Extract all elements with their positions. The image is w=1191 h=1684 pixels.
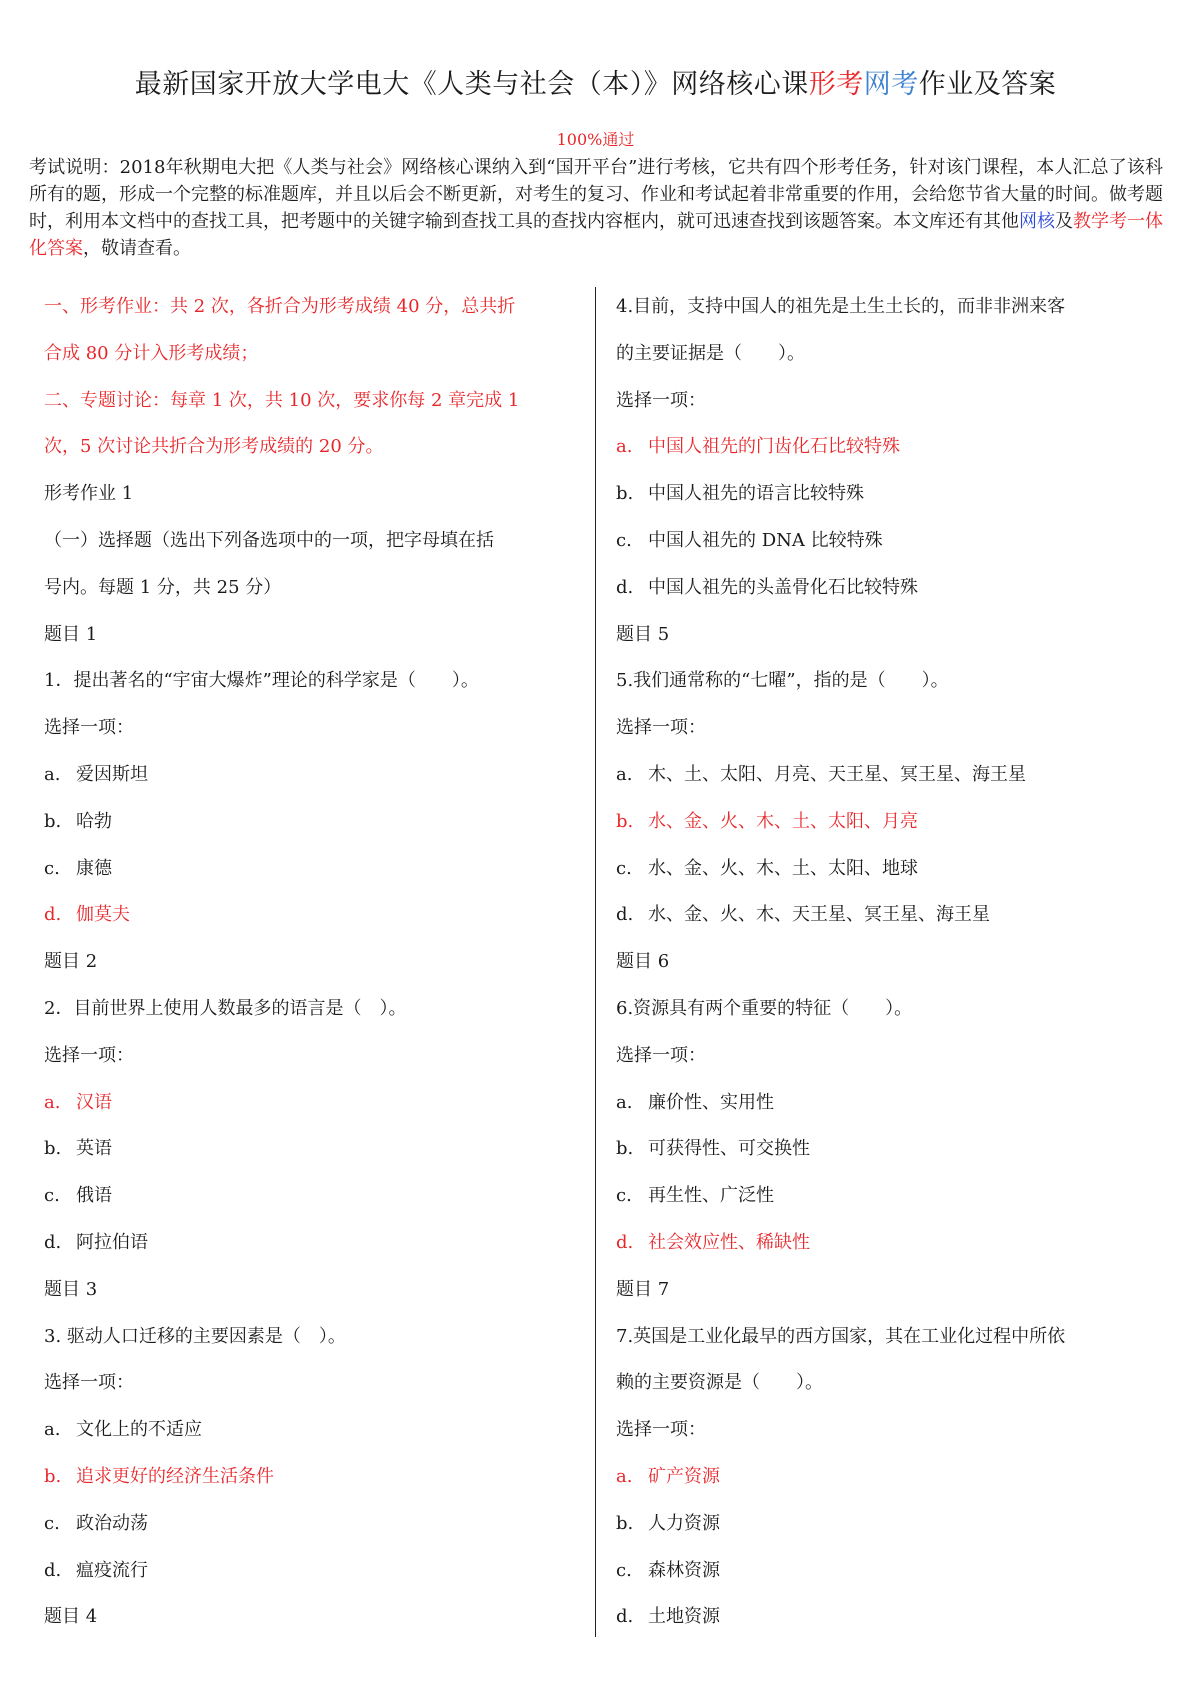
column-divider	[595, 287, 596, 1637]
question-5-prompt: 选择一项：	[616, 717, 706, 739]
option-text: 追求更好的经济生活条件	[76, 1465, 274, 1487]
option-text: 爱因斯坦	[76, 763, 148, 785]
option-text: 文化上的不适应	[76, 1419, 202, 1441]
option-letter: b.	[44, 810, 62, 832]
q1-option-d-answer[interactable]	[44, 892, 579, 939]
option-text: 中国人祖先的头盖骨化石比较特殊	[648, 576, 918, 598]
question-2-label: 题目 2	[44, 951, 98, 973]
q5-option-b-answer[interactable]	[616, 799, 1156, 846]
q3-option-c[interactable]	[44, 1501, 579, 1548]
document-title	[0, 62, 1191, 101]
q6-option-c[interactable]	[616, 1173, 1156, 1220]
intro-text: 考试说明：2018年秋期电大把《人类与社会》网络核心课纳入到“国开平台”进行考核，它共有四个形考任务，针对该门课程，本人汇总了该科所有的题，形成一个完整的标准题库，并且以后会不断更新，对考生的复习、作业和考试起着非常重要的作用，会给您节省大量的时间。做考题时，利用本文档中的查找工具，把考题中的关键字输到查找工具的查找内容框内，就可迅速查找到该题答案。本文库还有其他	[29, 157, 1163, 232]
question-5-label: 题目 5	[616, 623, 670, 645]
option-text: 英语	[76, 1138, 112, 1160]
q7-option-b[interactable]	[616, 1501, 1156, 1548]
option-text: 瘟疫流行	[76, 1559, 148, 1581]
option-letter: c.	[616, 857, 632, 879]
q2-option-b[interactable]	[44, 1126, 579, 1173]
left-column	[44, 284, 579, 1641]
q6-option-a[interactable]	[616, 1080, 1156, 1127]
q2-option-c[interactable]	[44, 1173, 579, 1220]
question-1-prompt: 选择一项：	[44, 717, 134, 739]
question-4-prompt: 选择一项：	[616, 389, 706, 411]
option-text: 社会效应性、稀缺性	[648, 1231, 810, 1253]
option-text: 水、金、火、木、土、太阳、月亮	[648, 810, 918, 832]
option-letter: d.	[616, 1231, 634, 1253]
option-text: 中国人祖先的门齿化石比较特殊	[648, 436, 900, 458]
option-letter: a.	[616, 1465, 633, 1487]
option-letter: d.	[44, 1559, 62, 1581]
option-letter: d.	[44, 1231, 62, 1253]
option-text: 木、土、太阳、月亮、天王星、冥王星、海王星	[648, 763, 1026, 785]
q3-option-d[interactable]	[44, 1548, 579, 1595]
pass-rate-subtitle: 100%通过	[556, 130, 635, 149]
q5-option-c[interactable]	[616, 846, 1156, 893]
question-1-label: 题目 1	[44, 623, 98, 645]
grading-note-1b: 合成 80 分计入形考成绩；	[44, 342, 259, 364]
instructions-b: 号内。每题 1 分，共 25 分）	[44, 576, 282, 598]
option-letter: a.	[44, 1091, 61, 1113]
option-text: 可获得性、可交换性	[648, 1138, 810, 1160]
option-text: 矿产资源	[648, 1465, 720, 1487]
q7-option-d[interactable]	[616, 1594, 1156, 1641]
question-4-text-b: 的主要证据是（ ）。	[616, 342, 805, 364]
option-letter: b.	[616, 810, 634, 832]
option-letter: b.	[616, 1138, 634, 1160]
q4-option-c[interactable]	[616, 518, 1156, 565]
exam-instructions	[29, 154, 1163, 262]
question-3-text: 3. 驱动人口迁移的主要因素是（ ）。	[44, 1325, 346, 1347]
grading-note-2b: 次，5 次讨论共折合为形考成绩的 20 分。	[44, 436, 384, 458]
question-6-text: 6.资源具有两个重要的特征（ ）。	[616, 997, 913, 1019]
option-letter: c.	[44, 857, 60, 879]
q5-option-a[interactable]	[616, 752, 1156, 799]
title-tail: 作业及答案	[918, 69, 1057, 100]
option-letter: c.	[44, 1512, 60, 1534]
q6-option-d-answer[interactable]	[616, 1220, 1156, 1267]
option-text: 再生性、广泛性	[648, 1185, 774, 1207]
option-text: 俄语	[76, 1185, 112, 1207]
intro-closing: ，敬请查看。	[83, 238, 191, 259]
question-3-prompt: 选择一项：	[44, 1372, 134, 1394]
option-text: 政治动荡	[76, 1512, 148, 1534]
q7-option-a-answer[interactable]	[616, 1454, 1156, 1501]
q2-option-d[interactable]	[44, 1220, 579, 1267]
option-text: 汉语	[76, 1091, 112, 1113]
option-letter: c.	[616, 1185, 632, 1207]
question-6-label: 题目 6	[616, 951, 670, 973]
question-3-label: 题目 3	[44, 1278, 98, 1300]
option-letter: c.	[616, 529, 632, 551]
option-letter: d.	[44, 904, 62, 926]
option-letter: a.	[616, 436, 633, 458]
question-5-text: 5.我们通常称的“七曜”，指的是（ ）。	[616, 670, 949, 692]
question-2-prompt: 选择一项：	[44, 1044, 134, 1066]
q5-option-d[interactable]	[616, 892, 1156, 939]
question-7-label: 题目 7	[616, 1278, 670, 1300]
option-text: 伽莫夫	[76, 904, 130, 926]
q3-option-b-answer[interactable]	[44, 1454, 579, 1501]
option-letter: b.	[616, 483, 634, 505]
link-teaching-answers[interactable]: 教学考一体化答案	[29, 211, 1163, 259]
option-text: 水、金、火、木、土、太阳、地球	[648, 857, 918, 879]
option-letter: a.	[44, 1419, 61, 1441]
q1-option-a[interactable]	[44, 752, 579, 799]
option-letter: c.	[616, 1559, 632, 1581]
question-4-text-a: 4.目前，支持中国人的祖先是土生土长的，而非非洲来客	[616, 296, 1066, 317]
question-1-text: 1．提出著名的“宇宙大爆炸”理论的科学家是（ ）。	[44, 670, 479, 692]
question-7-text-a: 7.英国是工业化最早的西方国家，其在工业化过程中所依	[616, 1325, 1066, 1347]
q6-option-b[interactable]	[616, 1126, 1156, 1173]
q4-option-d[interactable]	[616, 565, 1156, 612]
title-highlight-xingkao: 形考	[808, 69, 864, 100]
option-letter: b.	[44, 1138, 62, 1160]
option-letter: c.	[44, 1185, 60, 1207]
grading-note-2a: 二、专题讨论：每章 1 次，共 10 次，要求你每 2 章完成 1	[44, 389, 520, 411]
option-text: 中国人祖先的 DNA 比较特殊	[648, 529, 883, 551]
q3-option-a[interactable]	[44, 1407, 579, 1454]
q1-option-c[interactable]	[44, 846, 579, 893]
question-7-text-b: 赖的主要资源是（ ）。	[616, 1372, 823, 1394]
option-text: 廉价性、实用性	[648, 1091, 774, 1113]
title-main: 最新国家开放大学电大《人类与社会（本）》网络核心课	[134, 69, 809, 100]
option-text: 人力资源	[648, 1512, 720, 1534]
option-letter: d.	[616, 576, 634, 598]
link-wanghe[interactable]: 网核	[1019, 211, 1055, 232]
option-text: 哈勃	[76, 810, 112, 832]
q7-option-c[interactable]	[616, 1548, 1156, 1595]
option-text: 阿拉伯语	[76, 1231, 148, 1253]
option-letter: a.	[616, 763, 633, 785]
option-text: 森林资源	[648, 1559, 720, 1581]
question-6-prompt: 选择一项：	[616, 1044, 706, 1066]
option-letter: d.	[616, 1606, 634, 1628]
option-letter: b.	[44, 1465, 62, 1487]
question-2-text: 2．目前世界上使用人数最多的语言是（ ）。	[44, 997, 407, 1019]
title-highlight-wangkao: 网考	[863, 69, 919, 100]
grading-note-1a: 一、形考作业：共 2 次，各折合为形考成绩 40 分，总共折	[44, 296, 516, 317]
q2-option-a-answer[interactable]	[44, 1080, 579, 1127]
section-heading: 形考作业 1	[44, 483, 134, 505]
q4-option-b[interactable]	[616, 471, 1156, 518]
right-column	[616, 284, 1156, 1641]
option-letter: b.	[616, 1512, 634, 1534]
option-letter: a.	[44, 763, 61, 785]
option-text: 水、金、火、木、天王星、冥王星、海王星	[648, 904, 990, 926]
question-7-prompt: 选择一项：	[616, 1419, 706, 1441]
option-text: 康德	[76, 857, 112, 879]
intro-connector: 及	[1055, 211, 1073, 232]
q4-option-a-answer[interactable]	[616, 424, 1156, 471]
option-letter: d.	[616, 904, 634, 926]
option-text: 中国人祖先的语言比较特殊	[648, 483, 864, 505]
option-text: 土地资源	[648, 1606, 720, 1628]
question-4-label: 题目 4	[44, 1606, 98, 1628]
q1-option-b[interactable]	[44, 799, 579, 846]
option-letter: a.	[616, 1091, 633, 1113]
instructions-a: （一）选择题（选出下列备选项中的一项，把字母填在括	[44, 529, 494, 551]
